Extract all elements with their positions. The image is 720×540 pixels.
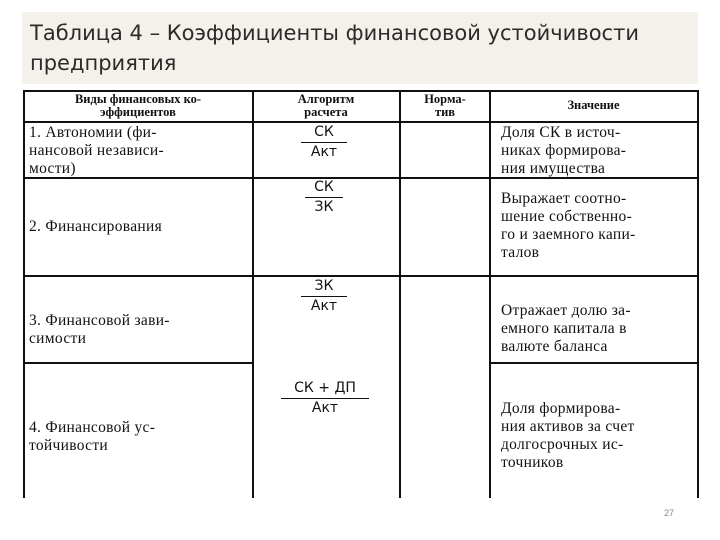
column-divider-2 — [399, 90, 401, 498]
header-coefficient-types: Виды финансовых ко- эффициентов — [74, 92, 202, 119]
header-calculation-algorithm: Алгоритм расчета — [297, 92, 355, 119]
coefficients-table — [23, 90, 699, 498]
row-4-denominator: Акт — [311, 400, 339, 416]
column-divider-3 — [489, 90, 491, 498]
row-1-numerator: СК — [314, 124, 334, 140]
fraction-bar — [305, 197, 343, 198]
row-2-name: 2. Финансирования — [29, 218, 162, 235]
row-1-meaning: Доля СК в источ- никах формирова- ния имущества — [501, 124, 627, 177]
fraction-bar — [301, 142, 347, 143]
column-divider-1 — [252, 90, 254, 498]
row-4-name: 4. Финансовой ус- тойчивости — [29, 419, 156, 454]
header-divider — [23, 121, 699, 123]
table-border-right — [697, 90, 699, 498]
row-2-numerator: СК — [314, 179, 334, 195]
row-4-meaning: Доля формирова- ния активов за счет долгосрочных ис- точников — [501, 400, 635, 471]
row-divider-2 — [23, 275, 699, 277]
title-line-2: предприятия — [30, 51, 177, 75]
row-1-formula — [301, 124, 347, 161]
slide-title — [30, 18, 690, 78]
row-4-numerator: СК + ДП — [294, 380, 356, 396]
fraction-bar — [281, 398, 369, 399]
row-divider-3-left — [23, 362, 252, 364]
row-3-name: 3. Финансовой зави- симости — [29, 312, 170, 347]
row-1-denominator: Акт — [310, 144, 338, 160]
row-divider-3-right — [489, 362, 699, 364]
row-3-numerator: ЗК — [314, 278, 334, 294]
title-line-1: Таблица 4 – Коэффициенты финансовой устойчивости — [30, 21, 639, 45]
page-number: 27 — [664, 508, 675, 518]
row-3-meaning: Отражает долю за- емного капитала в валюте баланса — [501, 302, 631, 355]
row-3-formula — [301, 278, 347, 315]
row-1-name: 1. Автономии (фи- нансовой независи- мости) — [29, 124, 164, 177]
row-2-meaning: Выражает соотно- шение собственно- го и заемного капи- талов — [501, 190, 636, 261]
row-3-denominator: Акт — [310, 298, 338, 314]
row-2-denominator: ЗК — [314, 199, 334, 215]
row-2-formula — [305, 179, 343, 216]
header-norm: Норма- тив — [424, 92, 466, 119]
table-border-left — [23, 90, 25, 498]
fraction-bar — [301, 296, 347, 297]
header-meaning: Значение — [567, 98, 620, 112]
row-4-formula — [281, 380, 369, 417]
